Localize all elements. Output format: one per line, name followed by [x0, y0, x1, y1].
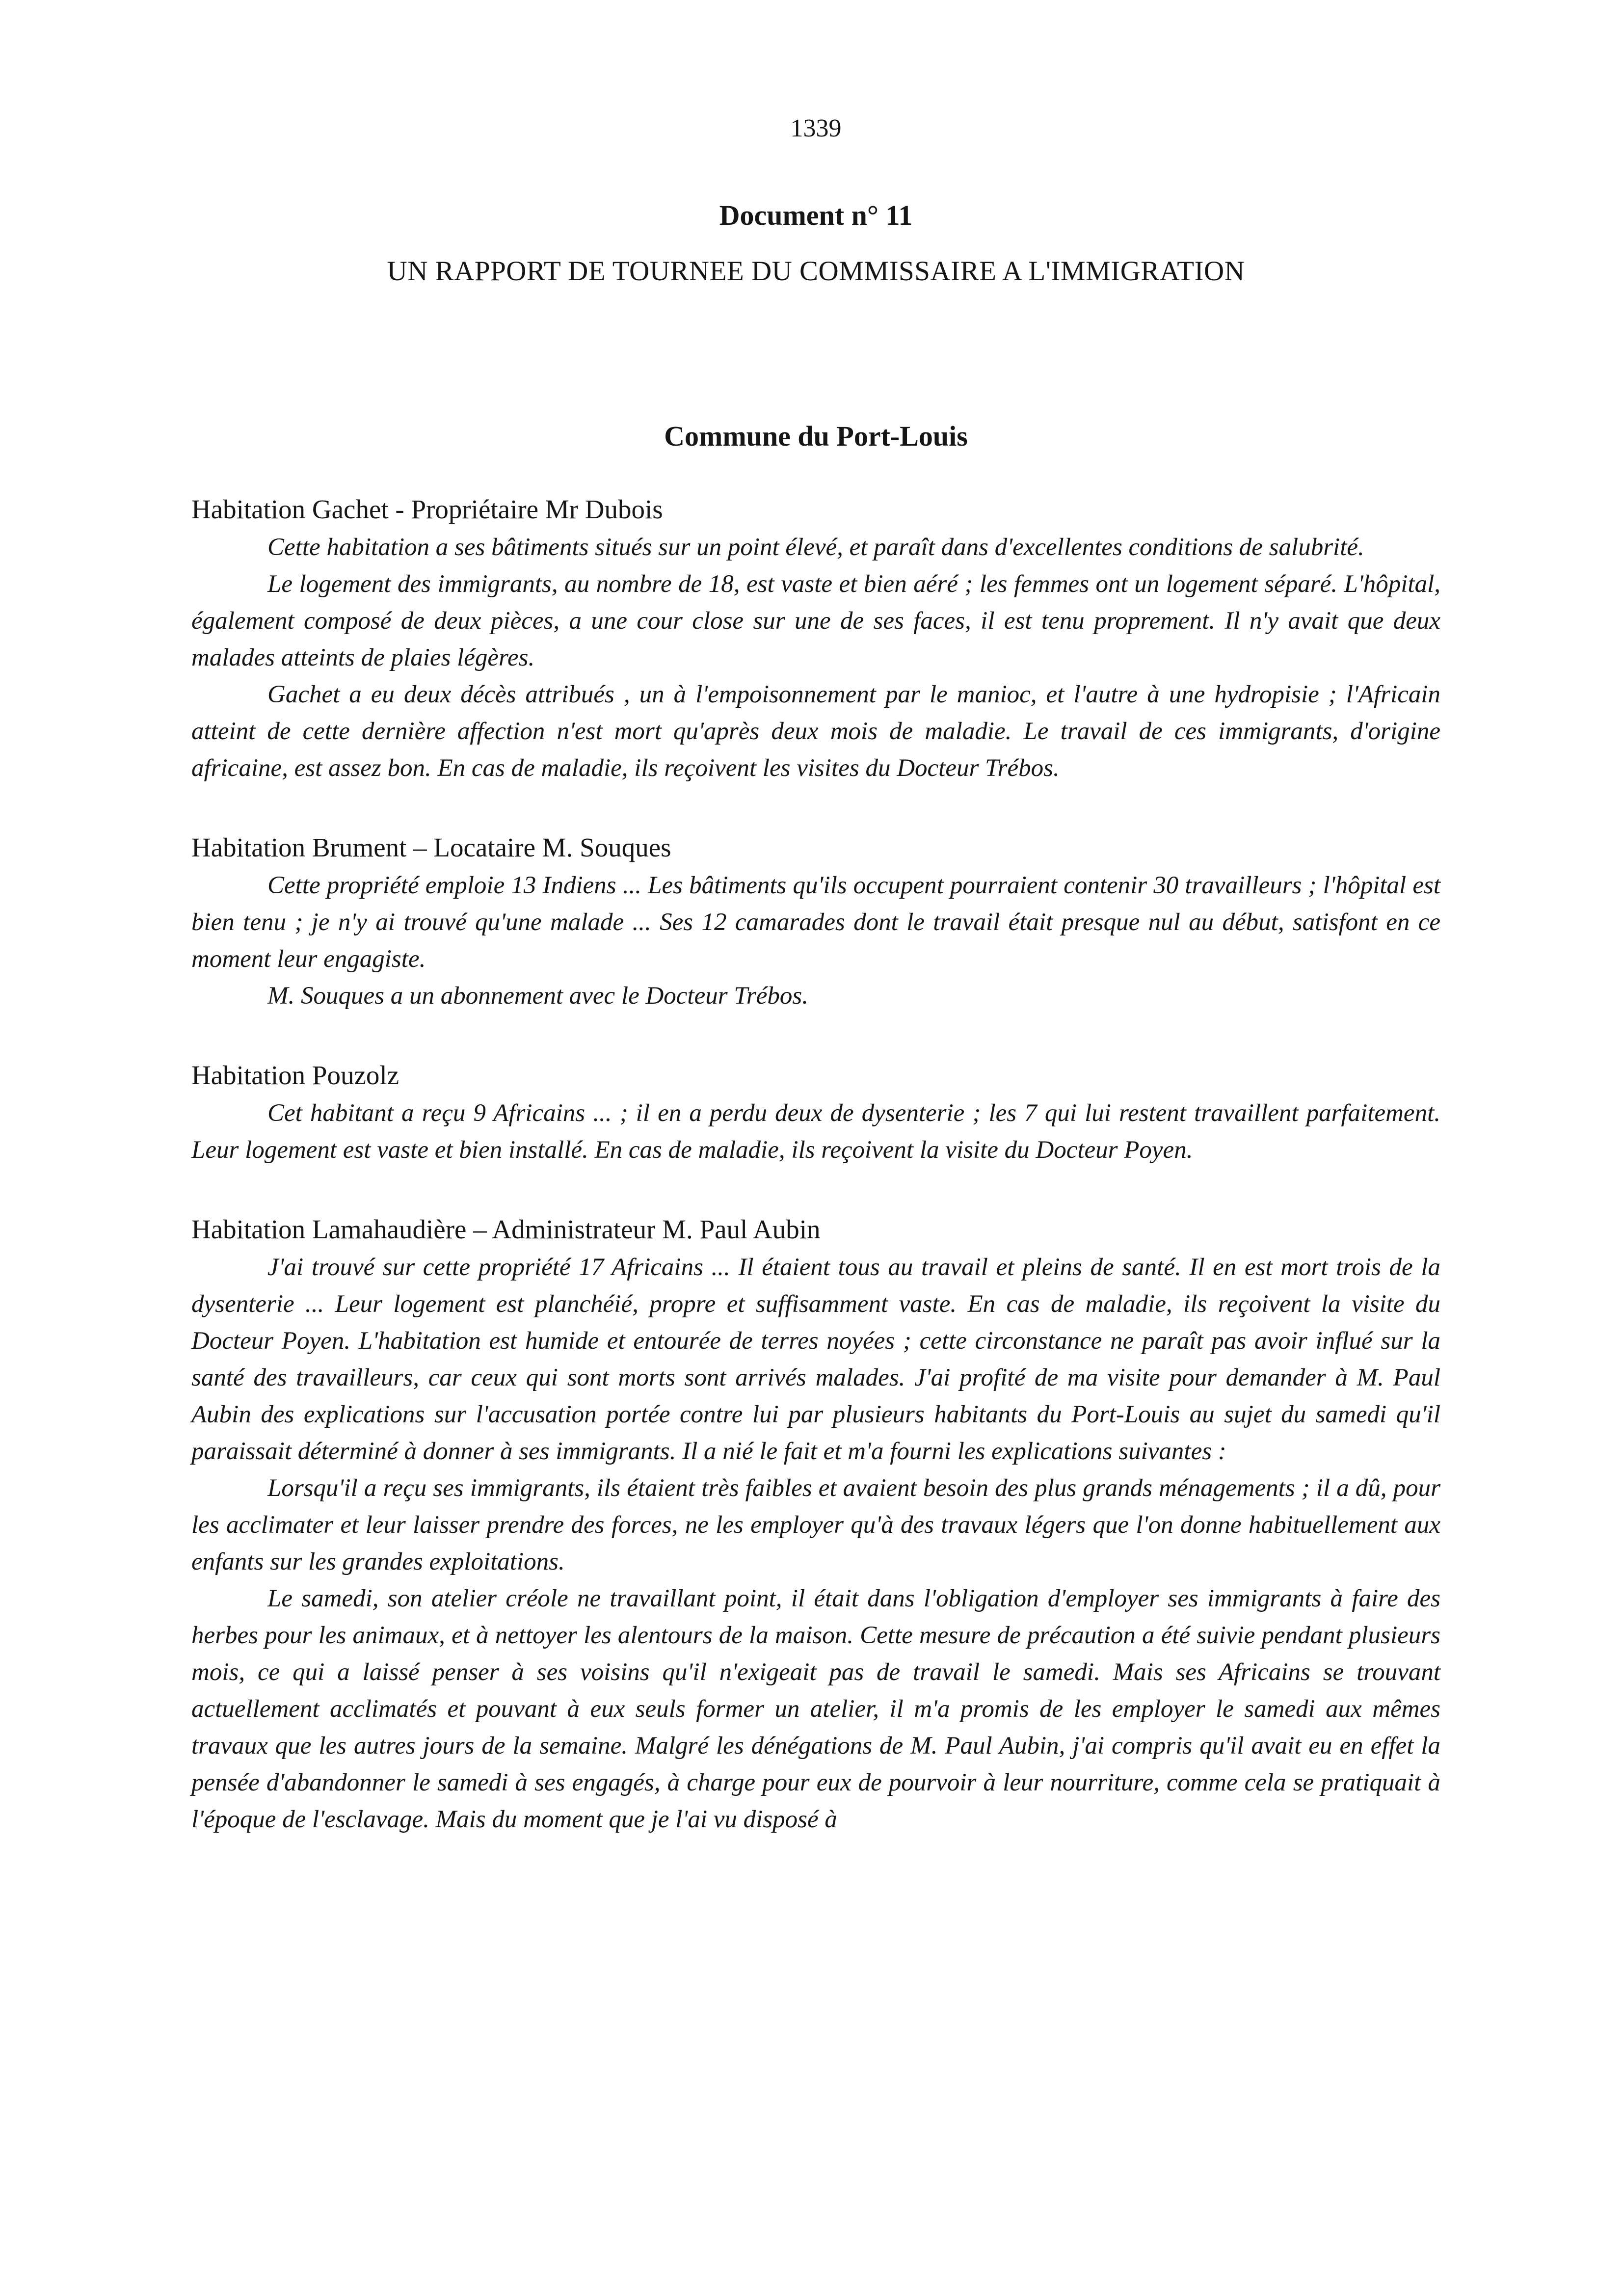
document-body	[191, 491, 1440, 1880]
paragraph: Cette propriété emploie 13 Indiens ... Les bâtiments qu'ils occupent pourraient contenir 30 travailleurs ; l'hôpital est bien tenu ; je n'y ai trouvé qu'une malade ... Ses 12 camarades dont le travail était presque nul au début, satisfont en ce moment leur engagiste.	[191, 872, 1440, 973]
section-heading: Habitation Lamahaudière – Administrateur M. Paul Aubin	[191, 1214, 821, 1244]
paragraph: M. Souques a un abonnement avec le Docteur Trébos.	[267, 982, 808, 1010]
paragraph: Cet habitant a reçu 9 Africains ... ; il en a perdu deux de dysenterie ; les 7 qui lui restent travaillent parfaitement. Leur logement est vaste et bien installé. En cas de maladie, ils reçoivent la visite du Docteur Poyen.	[191, 1099, 1440, 1164]
document-number: Document n° 11	[719, 199, 913, 231]
commune-heading: Commune du Port-Louis	[664, 420, 968, 452]
section-heading: Habitation Brument – Locataire M. Souques	[191, 832, 671, 862]
document-title: UN RAPPORT DE TOURNEE DU COMMISSAIRE A L'IMMIGRATION	[387, 256, 1245, 287]
section-gachet	[191, 491, 1440, 787]
page-number: 1339	[790, 114, 842, 142]
paragraph: Le samedi, son atelier créole ne travaillant point, il était dans l'obligation d'employer ses immigrants à faire des herbes pour les animaux, et à nettoyer les alentours de la maison. Cette mesure de précaution a été suivie pendant plusieurs mois, ce qui a laissé penser à ses voisins qu'il n'exigeait pas de travail le samedi. Mais ses Africains se trouvant actuellement acclimatés et pouvant à eux seuls former un atelier, il m'a promis de les employer le samedi aux mêmes travaux que les autres jours de la semaine. Malgré les dénégations de M. Paul Aubin, j'ai compris qu'il avait eu en effet la pensée d'abandonner le samedi à ses engagés, à charge pour eux de pourvoir à leur nourriture, comme cela se pratiquait à l'époque de l'esclavage. Mais du moment que je l'ai vu disposé à	[191, 1585, 1440, 1833]
section-heading: Habitation Pouzolz	[191, 1060, 399, 1090]
paragraph: Le logement des immigrants, au nombre de 18, est vaste et bien aéré ; les femmes ont un logement séparé. L'hôpital, également composé de deux pièces, a une cour close sur une de ses faces, il est tenu proprement. Il n'y avait que deux malades atteints de plaies légères.	[191, 570, 1440, 671]
paragraph: Gachet a eu deux décès attribués , un à l'empoisonnement par le manioc, et l'autre à une hydropisie ; l'Africain atteint de cette dernière affection n'est mort qu'après deux mois de maladie. Le travail de ces immigrants, d'origine africaine, est assez bon. En cas de maladie, ils reçoivent les visites du Docteur Trébos.	[191, 681, 1440, 782]
paragraph: Cette habitation a ses bâtiments situés sur un point élevé, et paraît dans d'excellentes conditions de salubrité.	[267, 534, 1364, 561]
section-pouzolz	[191, 1057, 1440, 1169]
paragraph: Lorsqu'il a reçu ses immigrants, ils étaient très faibles et avaient besoin des plus grands ménagements ; il a dû, pour les acclimater et leur laisser prendre des forces, ne les employer qu'à des travaux légers que l'on donne habituellement aux enfants sur les grandes exploitations.	[191, 1474, 1440, 1575]
paragraph: J'ai trouvé sur cette propriété 17 Africains ... Il étaient tous au travail et pleins de santé. Il en est mort trois de la dysenterie ... Leur logement est planchéié, propre et suffisamment vaste. En cas de maladie, ils reçoivent la visite du Docteur Poyen. L'habitation est humide et entourée de terres noyées ; cette circonstance ne paraît pas avoir influé sur la santé des travailleurs, car ceux qui sont morts sont arrivés malades. J'ai profité de ma visite pour demander à M. Paul Aubin des explications sur l'accusation portée contre lui par plusieurs habitants du Port-Louis au sujet du samedi qu'il paraissait déterminé à donner à ses immigrants. Il a nié le fait et m'a fourni les explications suivantes :	[191, 1254, 1440, 1465]
section-heading: Habitation Gachet - Propriétaire Mr Dubois	[191, 494, 663, 524]
section-brument	[191, 829, 1440, 1015]
section-lamahaudiere	[191, 1211, 1440, 1838]
